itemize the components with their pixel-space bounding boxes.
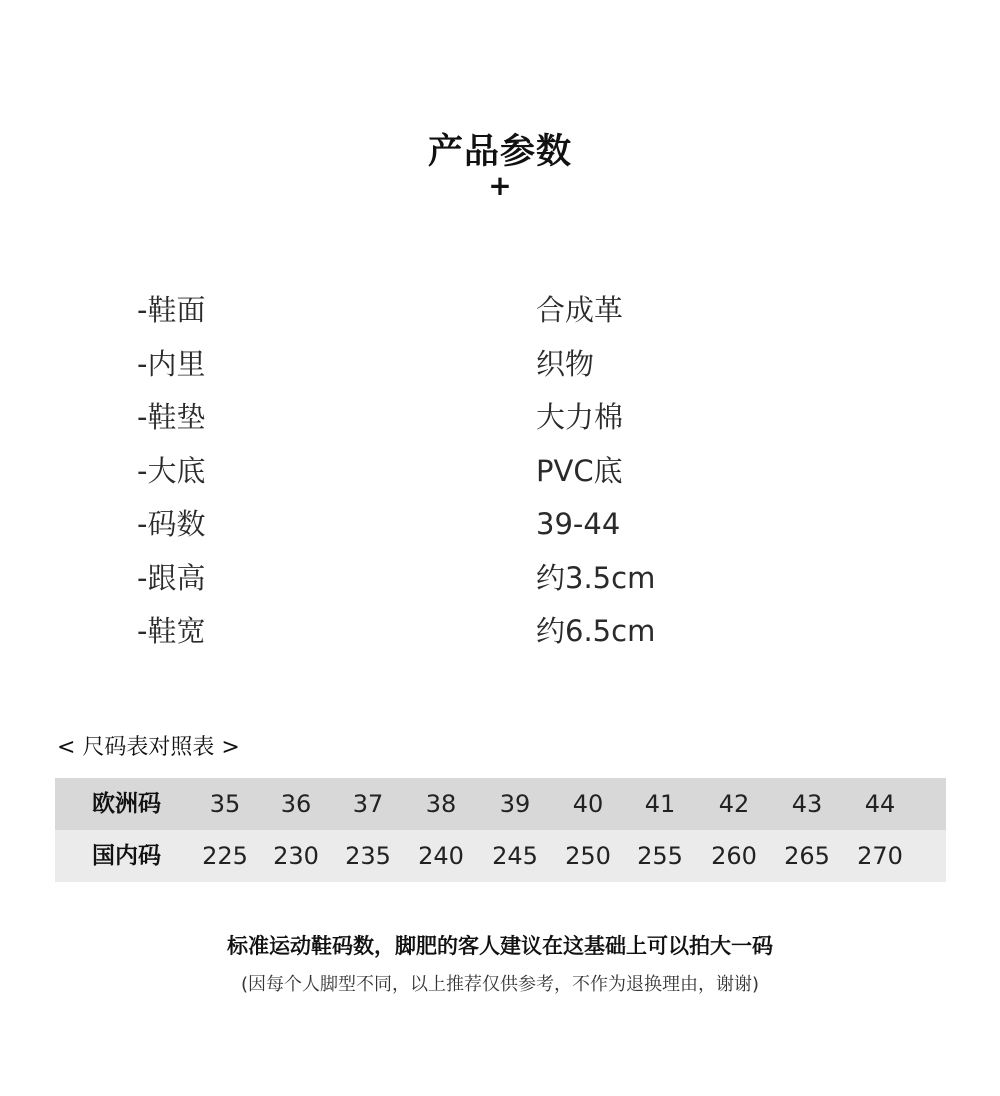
param-label: -内里 xyxy=(137,346,206,381)
size-cell: 235 xyxy=(345,842,391,870)
param-value: 大力棉 xyxy=(536,400,624,434)
size-cell: 265 xyxy=(784,842,830,870)
param-value: 约6.5cm xyxy=(536,614,656,648)
param-row xyxy=(0,391,1000,445)
param-label: -码数 xyxy=(137,507,206,541)
param-row xyxy=(0,338,1000,392)
size-cell: 245 xyxy=(492,842,538,870)
param-row xyxy=(0,284,1000,338)
size-cell: 255 xyxy=(637,842,683,870)
size-cell: 230 xyxy=(273,842,319,870)
page-title: 产品参数 xyxy=(427,132,572,172)
param-row xyxy=(0,445,1000,499)
size-cell: 39 xyxy=(499,790,531,818)
size-cell: 43 xyxy=(791,790,823,818)
param-value: 约3.5cm xyxy=(536,560,656,595)
size-cell: 250 xyxy=(565,842,611,870)
param-label: -鞋宽 xyxy=(137,614,206,648)
size-note-sub: (因每个人脚型不同，以上推荐仅供参考，不作为退换理由，谢谢) xyxy=(240,974,760,995)
param-row xyxy=(0,498,1000,552)
size-cell: 44 xyxy=(864,790,896,818)
size-cell: 270 xyxy=(857,842,903,870)
size-chart-table xyxy=(55,778,946,882)
size-cell: 42 xyxy=(718,790,750,818)
size-note-main: 标准运动鞋码数，脚肥的客人建议在这基础上可以拍大一码 xyxy=(227,934,773,958)
plus-icon: + xyxy=(488,169,512,202)
row-head-eu: 欧洲码 xyxy=(92,791,161,817)
param-label: -跟高 xyxy=(137,560,206,595)
param-label: -鞋垫 xyxy=(137,400,206,434)
size-chart-title: < 尺码表对照表 > xyxy=(57,735,240,760)
size-row-eu xyxy=(55,778,946,830)
param-row xyxy=(0,605,1000,659)
size-cell: 260 xyxy=(711,842,757,870)
row-head-cn: 国内码 xyxy=(92,843,161,869)
size-row-cn xyxy=(55,830,946,882)
size-cell: 41 xyxy=(644,790,676,818)
size-cell: 38 xyxy=(425,790,457,818)
param-value: PVC底 xyxy=(536,453,623,488)
size-cell: 36 xyxy=(280,790,312,818)
size-cell: 37 xyxy=(352,790,384,818)
param-label: -鞋面 xyxy=(137,293,206,327)
param-value: 织物 xyxy=(536,346,595,381)
size-cell: 225 xyxy=(202,842,248,870)
size-cell: 40 xyxy=(572,790,604,818)
param-label: -大底 xyxy=(137,453,206,488)
product-params xyxy=(0,284,1000,659)
param-value: 合成革 xyxy=(536,293,624,327)
size-cell: 240 xyxy=(418,842,464,870)
param-value: 39-44 xyxy=(536,507,621,541)
param-row xyxy=(0,552,1000,606)
size-cell: 35 xyxy=(209,790,241,818)
